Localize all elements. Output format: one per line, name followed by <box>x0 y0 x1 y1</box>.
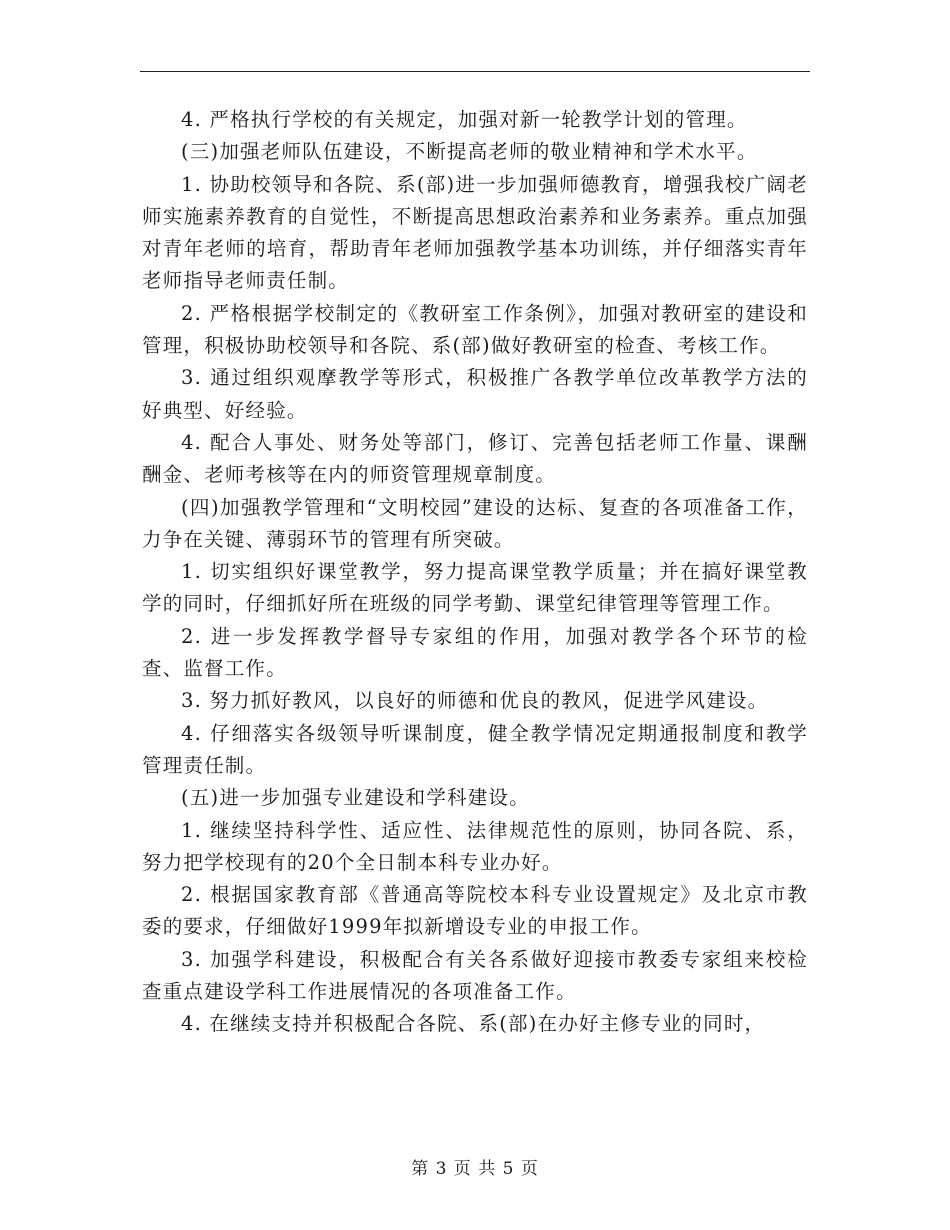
page-number-footer: 第 3 页 共 5 页 <box>411 1159 539 1179</box>
paragraph: 4. 配合人事处、财务处等部门，修订、完善包括老师工作量、课酬酬金、老师考核等在内的师资管理规章制度。 <box>142 430 808 487</box>
paragraph: 4. 在继续支持并积极配合各院、系(部)在办好主修专业的同时， <box>181 1012 766 1036</box>
paragraph: 1. 切实组织好课堂教学，努力提高课堂教学质量；并在搞好课堂教学的同时，仔细抓好所在班级的同学考勤、课堂纪律管理等管理工作。 <box>142 560 808 616</box>
paragraph: 4. 仔细落实各级领导听课制度，健全教学情况定期通报制度和教学管理责任制。 <box>142 721 808 777</box>
paragraph: 2. 严格根据学校制定的《教研室工作条例》，加强对教研室的建设和管理，积极协助校领导和各院、系(部)做好教研室的检查、考核工作。 <box>142 301 808 358</box>
body-text <box>142 104 808 1041</box>
paragraph: 3. 努力抓好教风，以良好的师德和优良的教风，促进学风建设。 <box>181 689 769 713</box>
paragraph: 1. 协助校领导和各院、系(部)进一步加强师德教育，增强我校广阔老师实施素养教育的自觉性，不断提高思想政治素养和业务素养。重点加强对青年老师的培育，帮助青年老师加强教学基本功训练，并仔细落实青年老师指导老师责任制。 <box>142 172 808 293</box>
paragraph: 3. 加强学科建设，积极配合有关各系做好迎接市教委专家组来校检查重点建设学科工作进展情况的各项准备工作。 <box>142 947 808 1004</box>
header-rule <box>140 71 810 72</box>
section-heading: (四)加强教学管理和“文明校园”建设的达标、复查的各项准备工作，力争在关键、薄弱环节的管理有所突破。 <box>142 495 808 551</box>
paragraph: 1. 继续坚持科学性、适应性、法律规范性的原则，协同各院、系，努力把学校现有的20个全日制本科专业办好。 <box>142 818 808 874</box>
section-heading: (五)进一步加强专业建设和学科建设。 <box>181 786 530 810</box>
paragraph: 2. 进一步发挥教学督导专家组的作用，加强对教学各个环节的检查、监督工作。 <box>142 624 808 681</box>
paragraph: 2. 根据国家教育部《普通高等院校本科专业设置规定》及北京市教委的要求，仔细做好1999年拟新增设专业的申报工作。 <box>142 883 808 939</box>
paragraph: 4. 严格执行学校的有关规定，加强对新一轮教学计划的管理。 <box>181 108 748 131</box>
paragraph: 3. 通过组织观摩教学等形式，积极推广各教学单位改革教学方法的好典型、好经验。 <box>142 366 808 422</box>
section-heading: (三)加强老师队伍建设，不断提高老师的敬业精神和学术水平。 <box>181 140 758 164</box>
